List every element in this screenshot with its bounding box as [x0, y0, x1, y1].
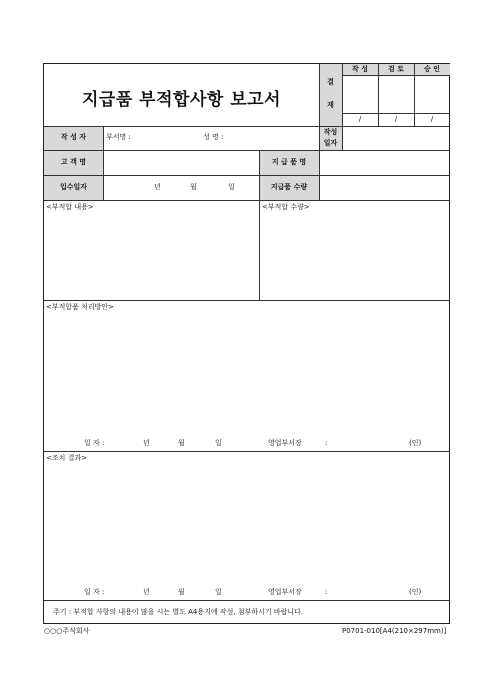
- result-date-label: 일 자 :: [84, 588, 105, 596]
- author-date-label-2: 일자: [323, 139, 338, 147]
- receipt-month: 월: [190, 183, 197, 191]
- result-seal: (인): [409, 588, 422, 596]
- plan-date-label: 일 자 :: [84, 439, 105, 447]
- plan-manager-colon: :: [325, 439, 328, 447]
- approval-col-approve: 승 인: [424, 65, 440, 73]
- form-note: 주기 : 부적합 사항의 내용이 많을 시는 별도 A4용지에 작성, 첨부하시기 바랍니다.: [53, 608, 304, 616]
- report-form: [43, 63, 450, 624]
- author-dept-label: 부서명 :: [106, 133, 131, 141]
- plan-seal: (인): [409, 439, 422, 447]
- receipt-label: 입수일자: [59, 183, 88, 191]
- section-result-header: <조치 결과>: [46, 454, 88, 462]
- footer-company: ○○○주식회사: [44, 627, 90, 635]
- footer-doc-code: P0701-010[A4(210×297mm)]: [342, 627, 447, 635]
- result-day: 일: [215, 588, 222, 596]
- approval-label-bottom: 재: [327, 101, 334, 109]
- quantity-label: 지급품 수량: [270, 183, 308, 191]
- approval-slash-2: /: [394, 115, 398, 123]
- author-name-label: 성 명 :: [203, 133, 224, 141]
- approval-label-cell: [319, 64, 342, 126]
- plan-day: 일: [215, 439, 222, 447]
- result-year: 년: [143, 588, 150, 596]
- author-label: 작 성 자: [60, 133, 87, 141]
- plan-manager-label: 영업부서장: [268, 439, 302, 447]
- result-manager-label: 영업부서장: [268, 588, 302, 596]
- form-title: 지급품 부적합사항 보고서: [82, 90, 281, 110]
- result-month: 월: [178, 588, 185, 596]
- approval-slash-3: /: [430, 115, 434, 123]
- receipt-year: 년: [154, 183, 161, 191]
- receipt-day: 일: [228, 183, 235, 191]
- approval-col-review: 검 토: [388, 65, 404, 73]
- item-name-label: 지 급 품 명: [271, 158, 307, 166]
- section-qty-header: <부적합 수량>: [262, 203, 310, 211]
- plan-year: 년: [143, 439, 150, 447]
- approval-col-write: 작 성: [352, 65, 368, 73]
- author-date-label-1: 작성: [323, 128, 338, 136]
- result-manager-colon: :: [325, 588, 328, 596]
- approval-label-top: 결: [327, 78, 334, 86]
- approval-slash-1: /: [358, 115, 362, 123]
- section-plan-header: <부적합품 처리방안>: [46, 303, 115, 311]
- section-content-header: <부적합 내용>: [46, 203, 94, 211]
- plan-month: 월: [178, 439, 185, 447]
- customer-label: 고 객 명: [60, 158, 87, 166]
